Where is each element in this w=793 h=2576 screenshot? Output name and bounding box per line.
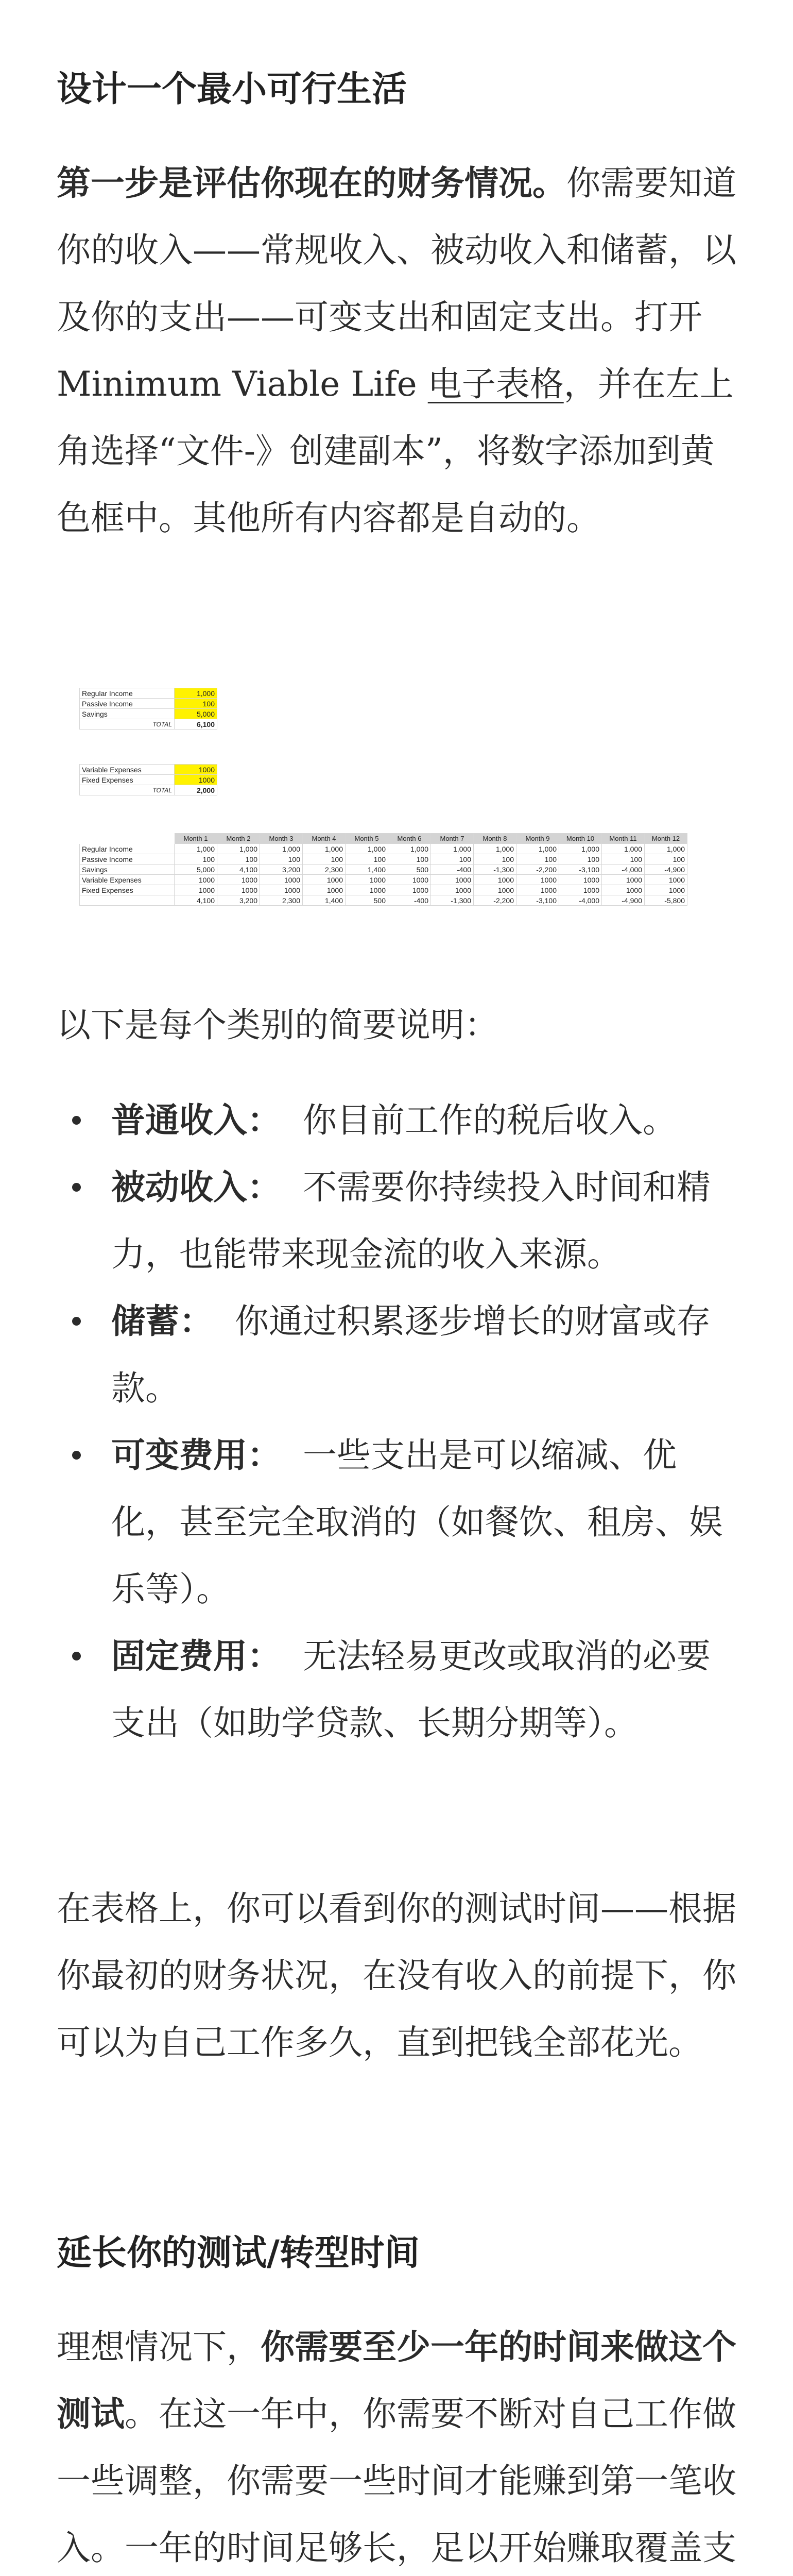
table-row — [80, 765, 217, 775]
table-cell: 1,000 — [516, 844, 559, 854]
input-cell[interactable]: 5,000 — [175, 709, 217, 719]
table-cell: 3,200 — [217, 895, 260, 906]
monthly-block — [79, 833, 687, 906]
table-cell: 4,100 — [175, 895, 217, 906]
table-cell: -4,900 — [602, 895, 645, 906]
table-cell: 1000 — [217, 885, 260, 895]
table-cell: 1,400 — [346, 865, 388, 875]
total-value: 2,000 — [175, 785, 217, 795]
bullet-icon — [72, 1652, 81, 1660]
table-cell: 1000 — [303, 875, 346, 885]
input-cell[interactable]: 100 — [175, 699, 217, 709]
table-cell: -2,200 — [516, 865, 559, 875]
table-cell: -1,300 — [431, 895, 474, 906]
table-cell: 100 — [388, 854, 431, 865]
table-row — [80, 775, 217, 785]
table-cell: 100 — [474, 854, 516, 865]
table-row — [80, 844, 687, 854]
table-cell: 1,000 — [388, 844, 431, 854]
table-cell: 1000 — [602, 875, 645, 885]
table-cell: 1,000 — [602, 844, 645, 854]
table-cell: 4,100 — [217, 865, 260, 875]
intro-paragraph — [57, 150, 736, 552]
runway-paragraph: 在表格上，你可以看到你的测试时间——根据你最初的财务状况，在没有收入的前提下，你可以为自己工作多久，直到把钱全部花光。 — [57, 1889, 736, 2062]
table-cell: -1,300 — [474, 865, 516, 875]
table-row — [80, 719, 217, 730]
table-cell: 1000 — [303, 885, 346, 895]
row-label: Regular Income — [80, 844, 175, 854]
month-header: Month 1 — [175, 834, 217, 844]
month-header: Month 9 — [516, 834, 559, 844]
table-cell: -4,000 — [602, 865, 645, 875]
bullet-text: 不需要你持续投入时间和精力，也能带来现金流的收入来源。 — [111, 1167, 711, 1274]
table-cell: 1,400 — [303, 895, 346, 906]
table-cell: 1000 — [645, 885, 687, 895]
month-header: Month 8 — [474, 834, 516, 844]
table-cell: 100 — [645, 854, 687, 865]
bullet-text: 你通过积累逐步增长的财富或存款。 — [111, 1301, 711, 1408]
bullet-icon — [72, 1183, 81, 1192]
list-item — [57, 1288, 736, 1422]
month-header: Month 2 — [217, 834, 260, 844]
section-heading-extend: 延长你的测试/转型时间 — [57, 2233, 420, 2274]
table-row — [80, 875, 687, 885]
table-cell: 1,000 — [303, 844, 346, 854]
table-cell: 1000 — [175, 875, 217, 885]
table-cell: 1000 — [645, 875, 687, 885]
table-row — [80, 885, 687, 895]
table-cell: 500 — [388, 865, 431, 875]
table-cell: -4,000 — [559, 895, 602, 906]
table-cell: -400 — [431, 865, 474, 875]
final-bold: 你需要至少一年的时间来做这个测试 — [57, 2327, 736, 2434]
table-cell: 1,000 — [260, 844, 303, 854]
spreadsheet-link[interactable]: 电子表格 — [427, 364, 564, 404]
input-cell[interactable]: 1000 — [175, 765, 217, 775]
table-cell: 1,000 — [431, 844, 474, 854]
table-cell: 100 — [175, 854, 217, 865]
list-item — [57, 1623, 736, 1757]
category-list — [57, 1087, 736, 1757]
corner-cell — [80, 834, 175, 844]
row-label: Savings — [80, 865, 175, 875]
row-label: Fixed Expenses — [80, 775, 175, 785]
month-header: Month 6 — [388, 834, 431, 844]
row-label: Regular Income — [80, 688, 175, 699]
summary-intro: 以下是每个类别的简要说明： — [57, 1005, 498, 1045]
table-row — [80, 895, 687, 906]
table-cell: -3,100 — [559, 865, 602, 875]
table-cell: 3,200 — [260, 865, 303, 875]
input-cell[interactable]: 1000 — [175, 775, 217, 785]
bullet-text: 一些支出是可以缩减、优化，甚至完全取消的（如餐饮、租房、娱乐等）。 — [111, 1435, 723, 1609]
table-cell: -2,200 — [474, 895, 516, 906]
table-cell: -5,800 — [645, 895, 687, 906]
row-label: Variable Expenses — [80, 765, 175, 775]
table-cell: 5,000 — [175, 865, 217, 875]
table-cell: 1,000 — [346, 844, 388, 854]
expense-table — [79, 764, 217, 795]
table-cell: 100 — [217, 854, 260, 865]
input-cell[interactable]: 1,000 — [175, 688, 217, 699]
month-header: Month 12 — [645, 834, 687, 844]
table-cell: 1000 — [260, 885, 303, 895]
table-cell: 1000 — [559, 885, 602, 895]
table-row — [80, 785, 217, 795]
bullet-text: 你目前工作的税后收入。 — [302, 1100, 677, 1140]
month-header: Month 3 — [260, 834, 303, 844]
table-cell: 2,300 — [260, 895, 303, 906]
table-cell: 1000 — [260, 875, 303, 885]
table-cell: 1,000 — [645, 844, 687, 854]
row-label: Fixed Expenses — [80, 885, 175, 895]
table-cell: 1000 — [474, 875, 516, 885]
table-cell: 1000 — [559, 875, 602, 885]
spreadsheet-image — [79, 683, 713, 943]
bullet-term: 固定费用： — [111, 1636, 281, 1676]
month-header-row — [80, 834, 687, 844]
intro-text-1: 你需要知道你的收入——常规收入、被动收入和储蓄，以及你的支出——可变支出和固定支出。打开 Minimum Viable Life — [57, 163, 736, 404]
table-cell: 100 — [431, 854, 474, 865]
table-cell: 1000 — [388, 875, 431, 885]
total-label: TOTAL — [80, 785, 175, 795]
bullet-icon — [72, 1116, 81, 1125]
final-text-1: 理想情况下， — [57, 2327, 261, 2367]
table-cell: 1000 — [431, 875, 474, 885]
month-header: Month 11 — [602, 834, 645, 844]
row-label: Savings — [80, 709, 175, 719]
table-cell: 1,000 — [559, 844, 602, 854]
table-row — [80, 709, 217, 719]
table-cell: 1000 — [217, 875, 260, 885]
table-row — [80, 865, 687, 875]
table-cell: 100 — [260, 854, 303, 865]
bullet-term: 被动收入： — [111, 1167, 281, 1207]
month-header: Month 4 — [303, 834, 346, 844]
table-cell: 1,000 — [175, 844, 217, 854]
table-cell: 1,000 — [474, 844, 516, 854]
total-label: TOTAL — [80, 719, 175, 730]
row-label: Variable Expenses — [80, 875, 175, 885]
expense-block — [79, 764, 217, 795]
bullet-text: 无法轻易更改或取消的必要支出（如助学贷款、长期分期等）。 — [111, 1636, 711, 1743]
bullet-term: 可变费用： — [111, 1435, 281, 1475]
table-row — [80, 699, 217, 709]
bullet-term: 储蓄： — [111, 1301, 213, 1341]
table-cell: 500 — [346, 895, 388, 906]
table-cell: 1000 — [516, 875, 559, 885]
table-cell: 100 — [516, 854, 559, 865]
final-paragraph — [57, 2314, 736, 2576]
table-cell: 2,300 — [303, 865, 346, 875]
table-cell: 1000 — [346, 885, 388, 895]
bullet-icon — [72, 1451, 81, 1460]
section-heading-design: 设计一个最小可行生活 — [57, 69, 407, 110]
table-cell: -3,100 — [516, 895, 559, 906]
monthly-table — [79, 833, 687, 906]
total-value: 6,100 — [175, 719, 217, 730]
table-cell: -400 — [388, 895, 431, 906]
table-cell: 1000 — [516, 885, 559, 895]
table-cell: 1,000 — [217, 844, 260, 854]
table-cell: 100 — [559, 854, 602, 865]
row-label — [80, 895, 175, 906]
row-label: Passive Income — [80, 854, 175, 865]
table-cell: 1000 — [346, 875, 388, 885]
month-header: Month 7 — [431, 834, 474, 844]
table-cell: 100 — [346, 854, 388, 865]
table-cell: 1000 — [388, 885, 431, 895]
bullet-icon — [72, 1317, 81, 1326]
bullet-term: 普通收入： — [111, 1100, 281, 1140]
month-header: Month 10 — [559, 834, 602, 844]
table-cell: 1000 — [175, 885, 217, 895]
table-cell: -4,900 — [645, 865, 687, 875]
income-table — [79, 688, 217, 730]
intro-bold: 第一步是评估你现在的财务情况。 — [57, 163, 566, 203]
final-text-2: 。在这一年中，你需要不断对自己工作做一些调整，你需要一些时间才能赚到第一笔收入。一年的时间足够长，足以开始赚取覆盖支 — [57, 2394, 736, 2568]
list-item — [57, 1154, 736, 1288]
table-cell: 1000 — [474, 885, 516, 895]
table-cell: 1000 — [431, 885, 474, 895]
table-cell: 100 — [602, 854, 645, 865]
month-header: Month 5 — [346, 834, 388, 844]
list-item — [57, 1087, 736, 1154]
input-block — [79, 688, 217, 730]
row-label: Passive Income — [80, 699, 175, 709]
list-item — [57, 1422, 736, 1623]
table-row — [80, 854, 687, 865]
table-cell: 100 — [303, 854, 346, 865]
intro-text-2: ，并在左上角选择“文件-》创建副本”，将数字添加到黄色框中。其他所有内容都是自动的。 — [57, 364, 734, 538]
table-row — [80, 688, 217, 699]
table-cell: 1000 — [602, 885, 645, 895]
